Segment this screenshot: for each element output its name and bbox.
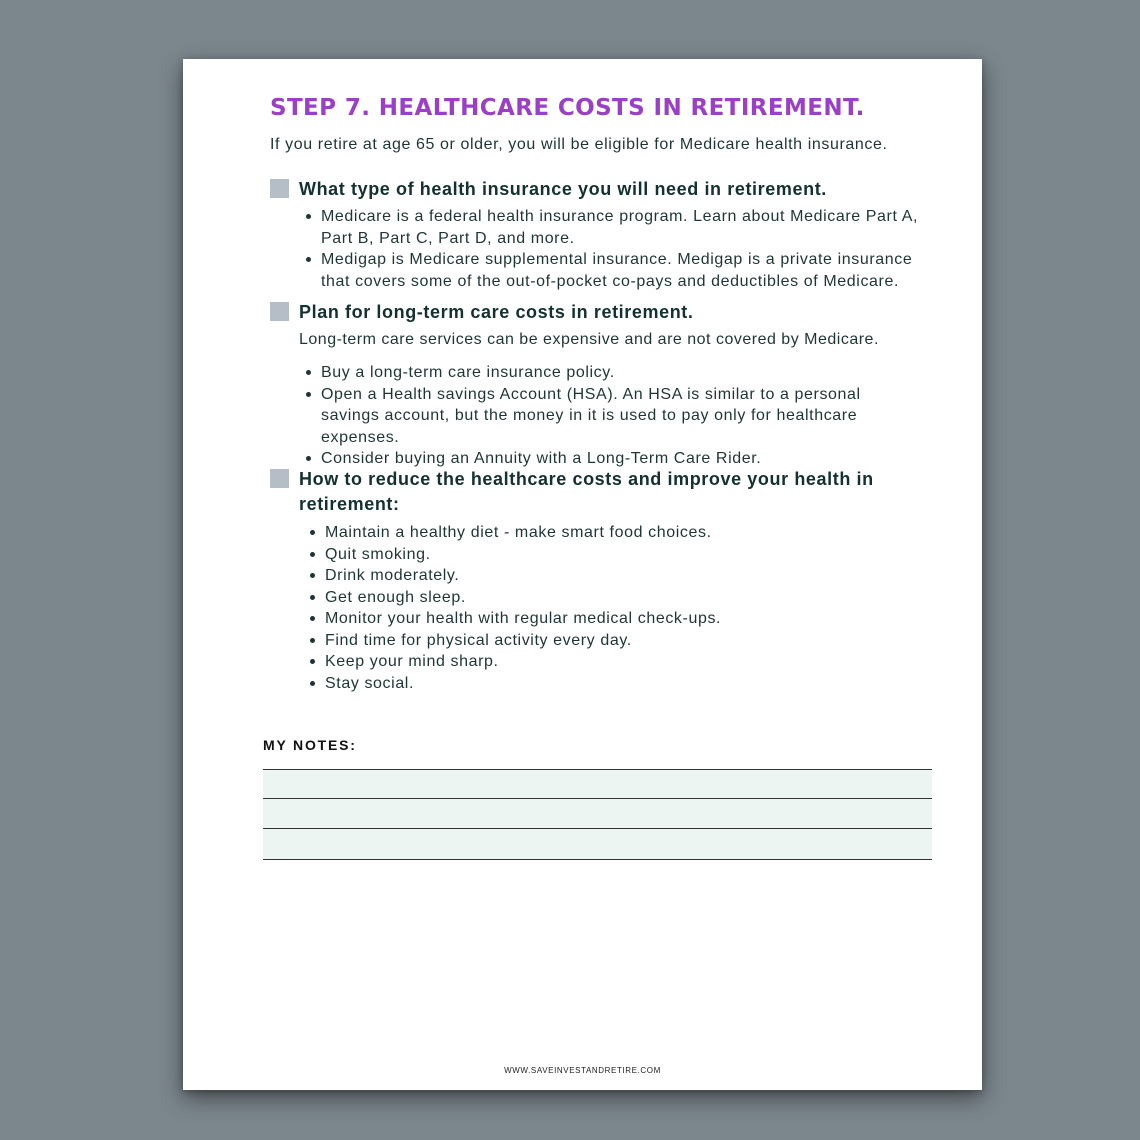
- section-health-insurance: [270, 177, 930, 292]
- bullet-list: [321, 206, 921, 292]
- notes-line: [263, 798, 932, 799]
- section-subtext: Long-term care services can be expensive and are not covered by Medicare.: [299, 331, 879, 348]
- section-long-term-care: [270, 300, 930, 470]
- bullet-dot: [310, 595, 315, 600]
- bullet-dot: [306, 257, 311, 262]
- list-item: Maintain a healthy diet - make smart food choices.: [325, 522, 925, 544]
- list-item: Consider buying an Annuity with a Long-Term Care Rider.: [321, 448, 921, 470]
- list-item: Keep your mind sharp.: [325, 651, 925, 673]
- notes-label: MY NOTES:: [263, 737, 357, 753]
- list-item: Open a Health savings Account (HSA). An HSA is similar to a personal savings account, but the money in it is used to pay only for healthcare expenses.: [321, 384, 921, 449]
- list-item: Get enough sleep.: [325, 587, 925, 609]
- bullet-dot: [306, 392, 311, 397]
- checkbox-health-insurance[interactable]: [270, 179, 289, 198]
- notes-line: [263, 769, 932, 770]
- list-item: Medigap is Medicare supplemental insurance. Medigap is a private insurance that covers some of the out-of-pocket co-pays and deductibles of Medicare.: [321, 249, 921, 292]
- bullet-dot: [310, 530, 315, 535]
- section-heading: Plan for long-term care costs in retirement.: [299, 302, 694, 322]
- list-item: Drink moderately.: [325, 565, 925, 587]
- bullet-dot: [306, 214, 311, 219]
- bullet-dot: [310, 659, 315, 664]
- bullet-dot: [310, 616, 315, 621]
- checkbox-long-term-care[interactable]: [270, 302, 289, 321]
- section-heading: How to reduce the healthcare costs and improve your health in retirement:: [299, 469, 874, 514]
- bullet-list: [325, 522, 925, 694]
- list-item: Monitor your health with regular medical check-ups.: [325, 608, 925, 630]
- bullet-dot: [310, 552, 315, 557]
- bullet-dot: [310, 681, 315, 686]
- list-item: Stay social.: [325, 673, 925, 695]
- section-heading: What type of health insurance you will need in retirement.: [299, 179, 827, 199]
- intro-text: If you retire at age 65 or older, you will be eligible for Medicare health insurance.: [270, 136, 888, 153]
- page-title: STEP 7. HEALTHCARE COSTS IN RETIREMENT.: [270, 95, 865, 121]
- bullet-dot: [310, 573, 315, 578]
- list-item: Quit smoking.: [325, 544, 925, 566]
- notes-line: [263, 859, 932, 860]
- document-page: [183, 59, 982, 1090]
- notes-line: [263, 828, 932, 829]
- list-item: Buy a long-term care insurance policy.: [321, 362, 921, 384]
- list-item: Medicare is a federal health insurance program. Learn about Medicare Part A, Part B, Part C, Part D, and more.: [321, 206, 921, 249]
- bullet-dot: [306, 456, 311, 461]
- checkbox-reduce-costs[interactable]: [270, 469, 289, 488]
- bullet-dot: [310, 638, 315, 643]
- footer-url: WWW.SAVEINVESTANDRETIRE.COM: [504, 1066, 661, 1075]
- section-reduce-costs: [270, 467, 930, 694]
- list-item: Find time for physical activity every day.: [325, 630, 925, 652]
- notes-area[interactable]: [263, 769, 932, 859]
- bullet-list: [321, 362, 921, 470]
- bullet-dot: [306, 370, 311, 375]
